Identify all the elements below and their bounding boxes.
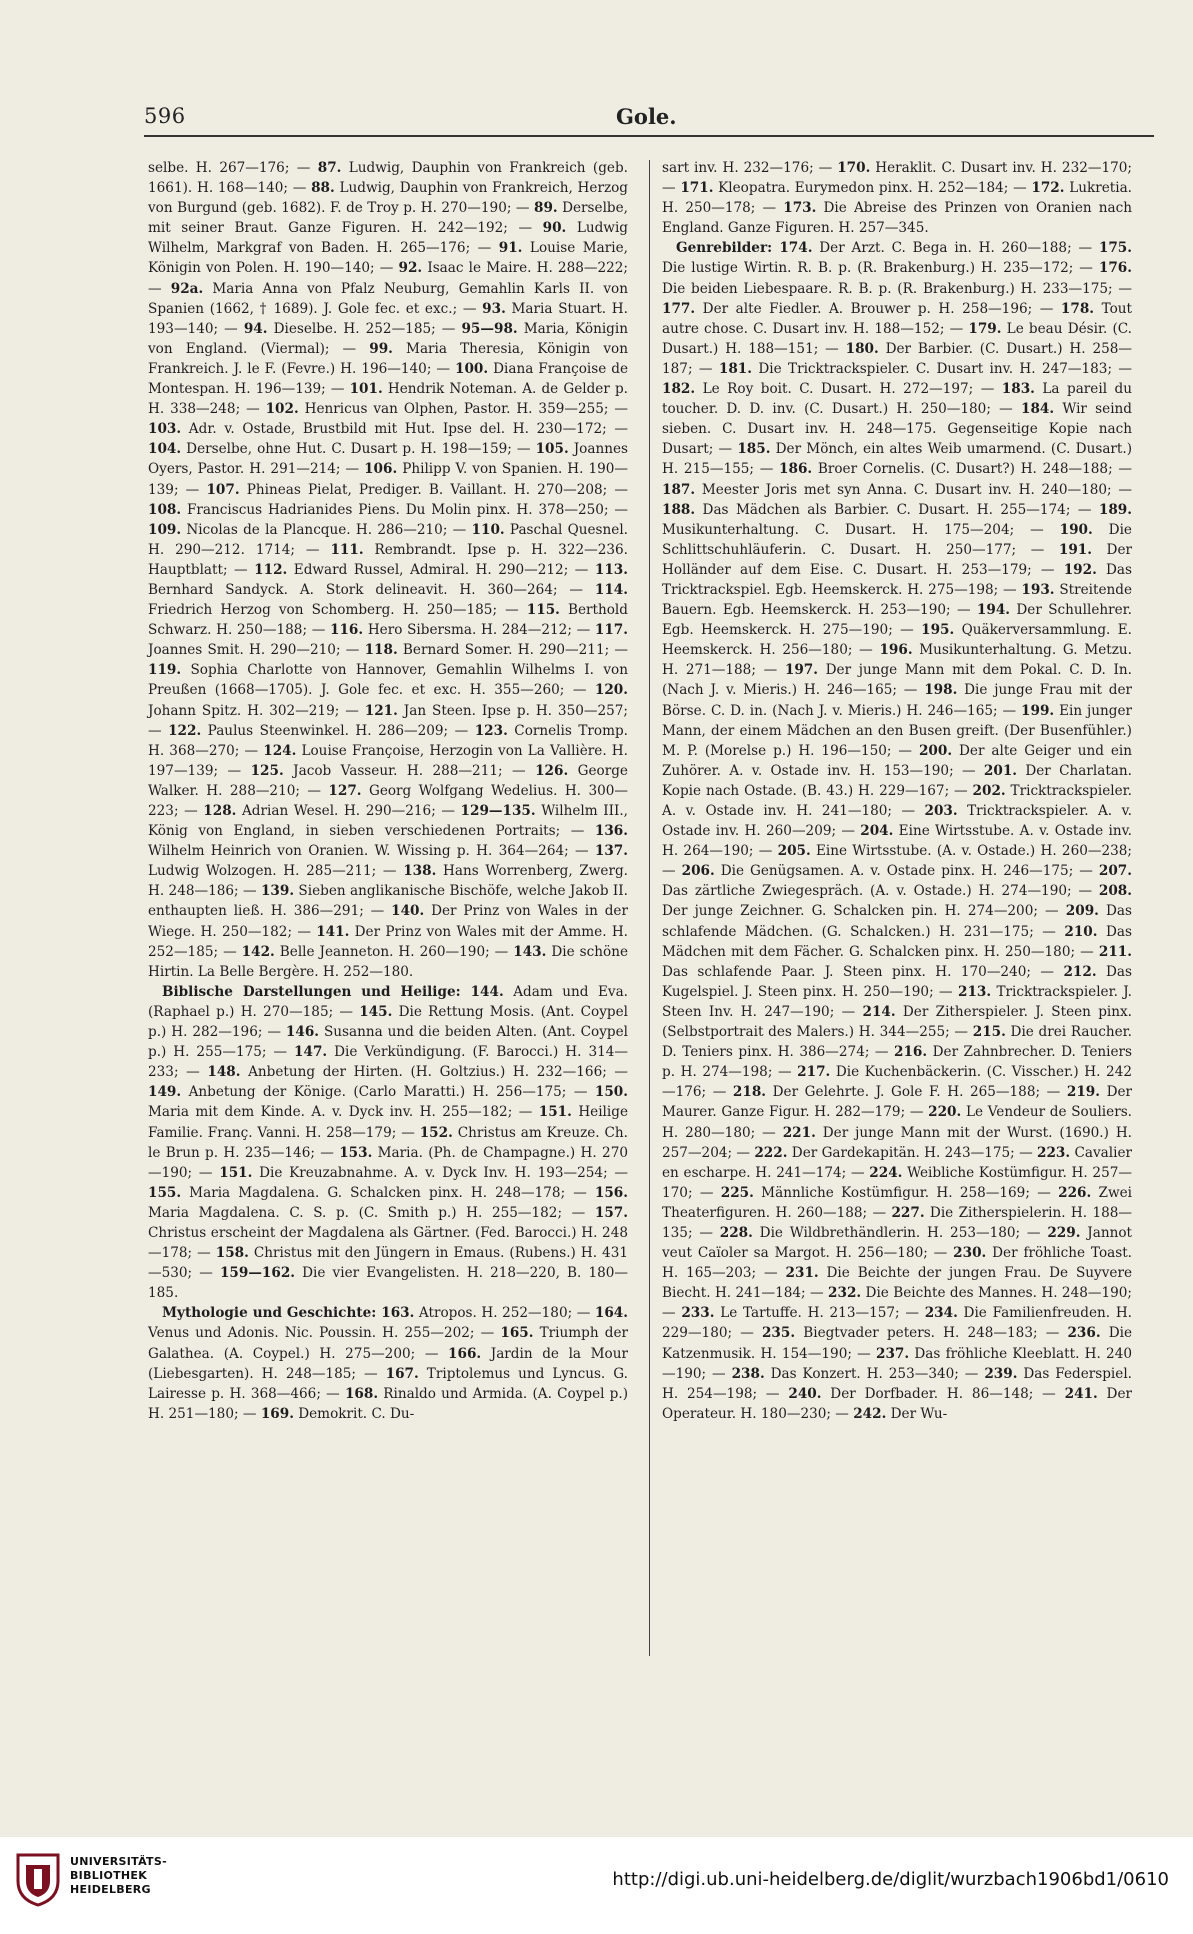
- right-paragraph-history: sart inv. H. 232—176; — 170. Heraklit. C. Dusart inv. H. 232—170; — 171. Kleopatra. Eurymedon pinx. H. 252—184; — 172. Lukretia. H. 250—178; — 173. Die Abreise des Prinzen von Oranien nach England. Ganze Figuren. H. 257—345.: [662, 160, 1133, 237]
- page-header: [144, 104, 677, 134]
- library-line-3: HEIDELBERG: [70, 1883, 151, 1896]
- right-paragraph-genre: Genrebilder: 174. Der Arzt. C. Bega in. H. 260—188; — 175. Die lustige Wirtin. R. B. p. (R. Brakenburg.) H. 235—172; — 176. Die beiden Liebespaare. R. B. p. (R. Brakenburg.) H. 233—175; — 177. Der alte Fiedler. A. Brouwer p. H. 258—196; — 178. Tout autre chose. C. Dusart inv. H. 188—152; — 179. Le beau Désir. (C. Dusart.) H. 188—151; — 180. Der Barbier. (C. Dusart.) H. 258—187; — 181. Die Tricktrackspieler. C. Dusart inv. H. 247—183; — 182. Le Roy boit. C. Dusart. H. 272—197; — 183. La pareil du toucher. D. D. inv. (C. Dusart.) H. 250—180; — 184. Wir seind sieben. C. Dusart inv. H. 248—175. Gegenseitige Kopie nach Dusart; — 185. Der Mönch, ein altes Weib umarmend. (C. Dusart.) H. 215—155; — 186. Broer Cornelis. (C. Dusart?) H. 248—188; — 187. Meester Joris met syn Anna. C. Dusart inv. H. 240—180; — 188. Das Mädchen als Barbier. C. Dusart. H. 255—174; — 189. Musikunterhaltung. C. Dusart. H. 175—204; — 190. Die Schlittschuhläuferin. C. Dusart. H. 250—177; — 191. Der Holländer auf dem Eise. C. Dusart. H. 253—179; — 192. Das Tricktrackspiel. Egb. Heemskerck. H. 275—198; — 193. Streitende Bauern. Egb. Heemskerck. H. 253—190; — 194. Der Schullehrer. Egb. Heemskerck. H. 275—190; — 195. Quäkerversammlung. E. Heemskerck. H. 256—180; — 196. Musikunterhaltung. G. Metzu. H. 271—188; — 197. Der junge Mann mit dem Pokal. C. D. In. (Nach J. v. Mieris.) H. 246—165; — 198. Die junge Frau mit der Börse. C. D. in. (Nach J. v. Mieris.) H. 246—165; — 199. Ein junger Mann, der einem Mädchen an den Busen greift. (Der Busenfühler.) M. P. (Morelse p.) H. 196—150; — 200. Der alte Geiger und ein Zuhörer. A. v. Ostade inv. H. 153—190; — 201. Der Charlatan. Kopie nach Ostade. (B. 43.) H. 229—167; — 202. Tricktrackspieler. A. v. Ostade inv. H. 241—180; — 203. Tricktrackspieler. A. v. Ostade inv. H. 260—209; — 204. Eine Wirtsstube. A. v. Ostade inv. H. 264—190; — 205. Eine Wirtsstube. (A. v. Ostade.) H. 260—238; — 206. Die Genügsamen. A. v. Ostade pinx. H. 246—175; — 207. Das zärtliche Zwiegespräch. (A. v. Ostade.) H. 274—190; — 208. Der junge Zeichner. G. Schalcken pin. H. 274—200; — 209. Das schlafende Mädchen. (G. Schalcken.) H. 231—175; — 210. Das Mädchen mit dem Fächer. G. Schalcken pinx. H. 250—180; — 211. Das schlafende Paar. J. Steen pinx. H. 170—240; — 212. Das Kugelspiel. J. Steen pinx. H. 250—190; — 213. Tricktrackspieler. J. Steen Inv. H. 247—190; — 214. Der Zitherspieler. J. Steen pinx. (Selbstportrait des Malers.) H. 344—255; — 215. Die drei Raucher. D. Teniers pinx. H. 386—274; — 216. Der Zahnbrecher. D. Teniers p. H. 274—198; — 217. Die Kuchenbäckerin. (C. Visscher.) H. 242—176; — 218. Der Gelehrte. J. Gole F. H. 265—188; — 219. Der Maurer. Ganze Figur. H. 282—179; — 220. Le Vendeur de Souliers. H. 280—180; — 221. Der junge Mann mit der Wurst. (1690.) H. 257—204; — 222. Der Gardekapitän. H. 243—175; — 223. Cavalier en escharpe. H. 241—174; — 224. Weibliche Kostümfigur. H. 257—170; — 225. Männliche Kostümfigur. H. 258—169; — 226. Zwei Theaterfiguren. H. 260—188; — 227. Die Zitherspielerin. H. 188—135; — 228. Die Wildbrethändlerin. H. 253—180; — 229. Jannot veut Caïoler sa Margot. H. 256—180; — 230. Der fröhliche Toast. H. 165—203; — 231. Die Beichte der jungen Frau. De Suyvere Biecht. H. 241—184; — 232. Die Beichte des Mannes. H. 248—190; — 233. Le Tartuffe. H. 213—157; — 234. Die Familienfreuden. H. 229—180; — 235. Biegtvader peters. H. 248—183; — 236. Die Katzenmusik. H. 154—190; — 237. Das fröhliche Kleeblatt. H. 240—190; — 238. Das Konzert. H. 253—340; — 239. Das Federspiel. H. 254—198; — 240. Der Dorfbader. H. 86—148; — 241. Der Operateur. H. 180—230; — 242. Der Wu-: [662, 240, 1133, 1422]
- header-rule: [144, 135, 1154, 137]
- university-seal-icon: [14, 1851, 62, 1907]
- source-url[interactable]: http://digi.ub.uni-heidelberg.de/diglit/wurzbach1906bd1/0610: [612, 1869, 1169, 1890]
- library-name: [70, 1855, 167, 1897]
- library-line-1: UNIVERSITÄTS-: [70, 1855, 167, 1868]
- library-line-2: BIBLIOTHEK: [70, 1869, 148, 1882]
- page-title: Gole.: [616, 104, 677, 129]
- left-paragraph-portraits: selbe. H. 267—176; — 87. Ludwig, Dauphin von Frankreich (geb. 1661). H. 168—140; — 88. Ludwig, Dauphin von Frankreich, Herzog von Burgund (geb. 1682). F. de Troy p. H. 270—190; — 89. Derselbe, mit seiner Braut. Ganze Figuren. H. 242—192; — 90. Ludwig Wilhelm, Markgraf von Baden. H. 265—176; — 91. Louise Marie, Königin von Polen. H. 190—140; — 92. Isaac le Maire. H. 288—222; — 92a. Maria Anna von Pfalz Neuburg, Gemahlin Karls II. von Spanien (1662, † 1689). J. Gole fec. et exc.; — 93. Maria Stuart. H. 193—140; — 94. Dieselbe. H. 252—185; — 95—98. Maria, Königin von England. (Viermal); — 99. Maria Theresia, Königin von Frankreich. J. le F. (Fevre.) H. 196—140; — 100. Diana Françoise de Montespan. H. 196—139; — 101. Hendrik Noteman. A. de Gelder p. H. 338—248; — 102. Henricus van Olphen, Pastor. H. 359—255; — 103. Adr. v. Ostade, Brustbild mit Hut. Ipse del. H. 230—172; — 104. Derselbe, ohne Hut. C. Dusart p. H. 198—159; — 105. Joannes Oyers, Pastor. H. 291—214; — 106. Philipp V. von Spanien. H. 190—139; — 107. Phineas Pielat, Prediger. B. Vaillant. H. 270—208; — 108. Franciscus Hadrianides Piens. Du Molin pinx. H. 378—250; — 109. Nicolas de la Plancque. H. 286—210; — 110. Paschal Quesnel. H. 290—212. 1714; — 111. Rembrandt. Ipse p. H. 322—236. Hauptblatt; — 112. Edward Russel, Admiral. H. 290—212; — 113. Bernhard Sandyck. A. Stork delineavit. H. 360—264; — 114. Friedrich Herzog von Schomberg. H. 250—185; — 115. Berthold Schwarz. H. 250—188; — 116. Hero Sibersma. H. 284—212; — 117. Joannes Smit. H. 290—210; — 118. Bernard Somer. H. 290—211; — 119. Sophia Charlotte von Hannover, Gemahlin Wilhelms I. von Preußen (1668—1705). J. Gole fec. et exc. H. 355—260; — 120. Johann Spitz. H. 302—219; — 121. Jan Steen. Ipse p. H. 350—257; — 122. Paulus Steenwinkel. H. 286—209; — 123. Cornelis Tromp. H. 368—270; — 124. Louise Françoise, Herzogin von La Vallière. H. 197—139; — 125. Jacob Vasseur. H. 288—211; — 126. George Walker. H. 288—210; — 127. Georg Wolfgang Wedelius. H. 300—223; — 128. Adrian Wesel. H. 290—216; — 129—135. Wilhelm III., König von England, in sieben verschiedenen Portraits; — 136. Wilhelm Heinrich von Oranien. W. Wissing p. H. 364—264; — 137. Ludwig Wolzogen. H. 285—211; — 138. Hans Worrenberg, Zwerg. H. 248—186; — 139. Sieben anglikanische Bischöfe, welche Jakob II. enthaupten ließ. H. 386—291; — 140. Der Prinz von Wales in der Wiege. H. 250—182; — 141. Der Prinz von Wales mit der Amme. H. 252—185; — 142. Belle Jeanneton. H. 260—190; — 143. Die schöne Hirtin. La Belle Bergère. H. 252—180.: [148, 160, 629, 980]
- footer-bar: [0, 1837, 1193, 1934]
- left-paragraph-biblical: Biblische Darstellungen und Heilige: 144. Adam und Eva. (Raphael p.) H. 270—185; — 145. Die Rettung Mosis. (Ant. Coypel p.) H. 282—196; — 146. Susanna und die beiden Alten. (Ant. Coypel p.) H. 255—175; — 147. Die Verkündigung. (F. Barocci.) H. 314—233; — 148. Anbetung der Hirten. (H. Goltzius.) H. 232—166; — 149. Anbetung der Könige. (Carlo Maratti.) H. 256—175; — 150. Maria mit dem Kinde. A. v. Dyck inv. H. 255—182; — 151. Heilige Familie. Franç. Vanni. H. 258—179; — 152. Christus am Kreuze. Ch. le Brun p. H. 235—146; — 153. Maria. (Ph. de Champagne.) H. 270—190; — 151. Die Kreuzabnahme. A. v. Dyck Inv. H. 193—254; — 155. Maria Magdalena. G. Schalcken pinx. H. 248—178; — 156. Maria Magdalena. C. S. p. (C. Smith p.) H. 255—182; — 157. Christus erscheint der Magdalena als Gärtner. (Fed. Barocci.) H. 248—178; — 158. Christus mit den Jüngern in Emaus. (Rubens.) H. 431—530; — 159—162. Die vier Evangelisten. H. 218—220, B. 180—185.: [148, 983, 629, 1302]
- left-paragraph-mythology: Mythologie und Geschichte: 163. Atropos. H. 252—180; — 164. Venus und Adonis. Nic. Poussin. H. 255—202; — 165. Triumph der Galathea. (A. Coypel.) H. 275—200; — 166. Jardin de la Mour (Liebesgarten). H. 248—185; — 167. Triptolemus und Lyncus. G. Lairesse p. H. 368—466; — 168. Rinaldo und Armida. (A. Coypel p.) H. 251—180; — 169. Demokrit. C. Du-: [148, 1305, 629, 1422]
- right-column: [662, 158, 1132, 1424]
- left-column: [148, 158, 628, 1424]
- column-divider: [649, 160, 650, 1656]
- page-number: 596: [144, 104, 186, 128]
